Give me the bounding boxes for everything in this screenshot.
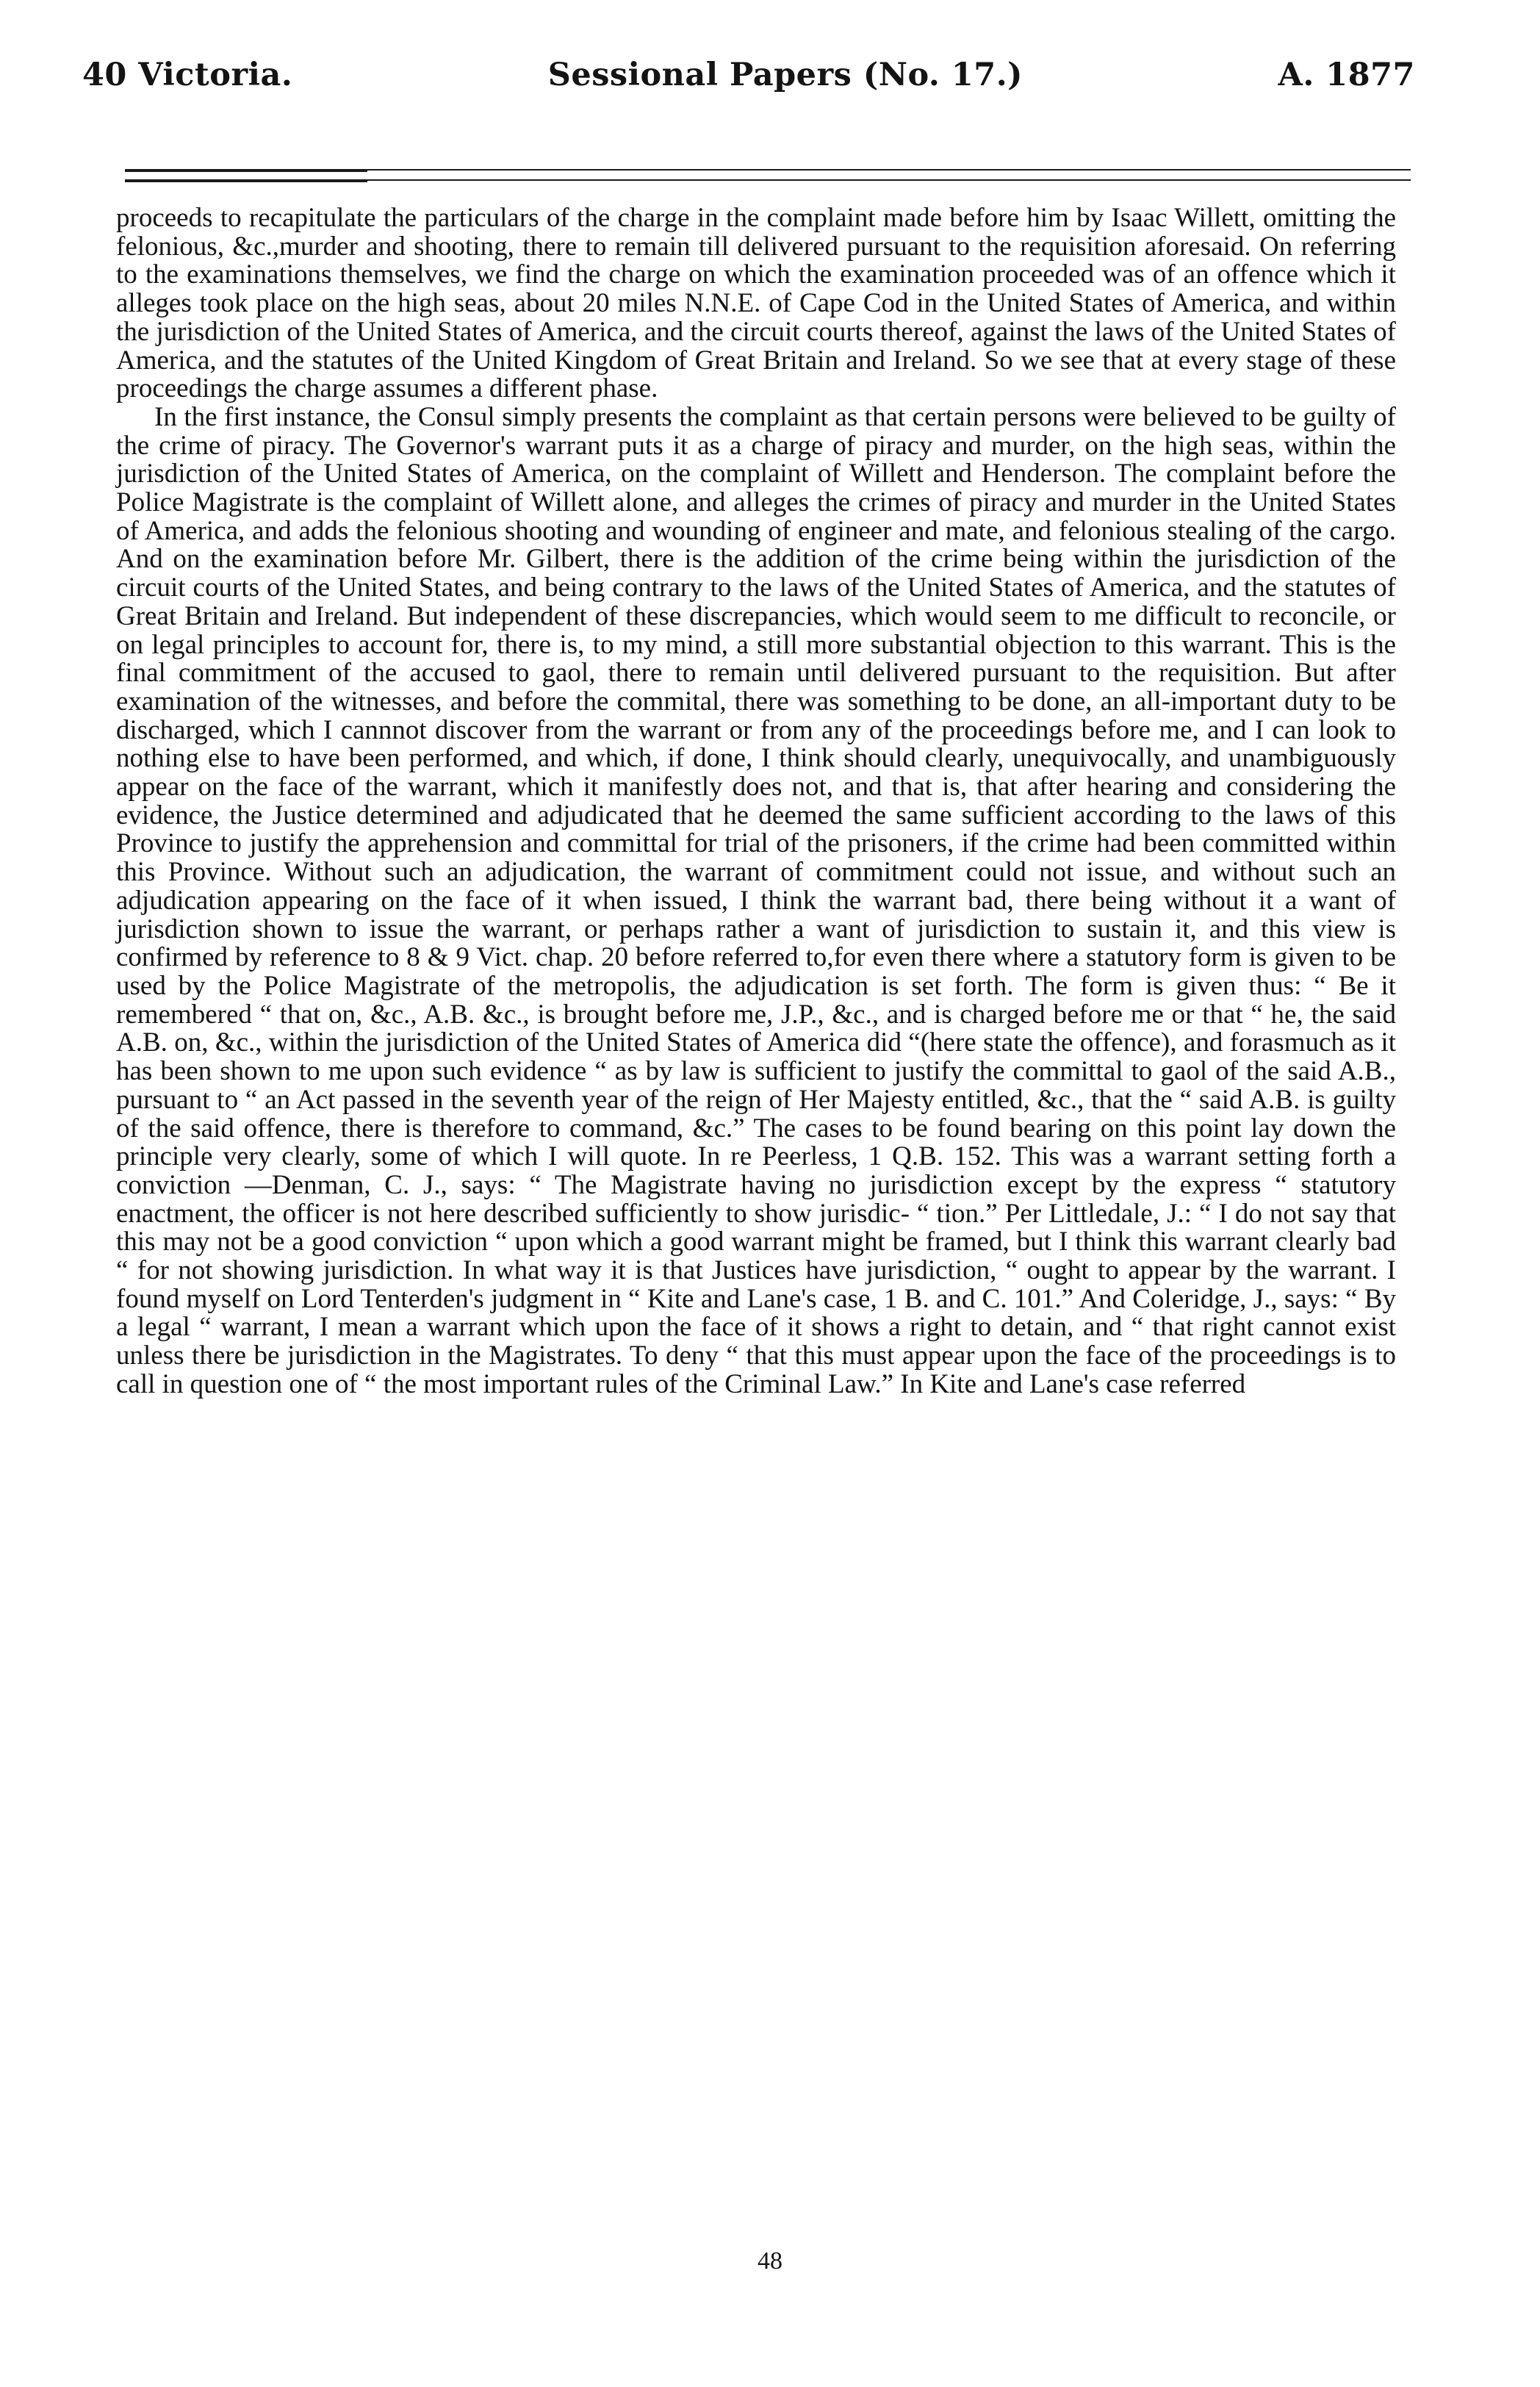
header-volume: 40 Victoria. [82,57,293,93]
header-rule-thin-top [367,169,1411,170]
body-text [116,204,1396,1399]
header-year: A. 1877 [1278,57,1415,93]
paragraph-1: proceeds to recapitulate the particulars of the charge in the complaint made before him by Isaac Willett, omitting the felonious, &c.,murder and shooting, there to remain till delivered pursuant to the requisition aforesaid. On referring to the examinations themselves, we find the charge on which the examination proceeded was of an offence which it alleges took place on the high seas, about 20 miles N.N.E. of Cape Cod in the United States of America, and within the jurisdiction of the United States of America, and the circuit courts thereof, against the laws of the United States of America, and the statutes of the United Kingdom of Great Britain and Ireland. So we see that at every stage of these proceedings the charge assumes a different phase. [116,203,1396,404]
paragraph-2: In the first instance, the Consul simply presents the complaint as that certain persons were believed to be guilty of the crime of piracy. The Governor's warrant puts it as a charge of piracy and murder, on the high seas, within the jurisdiction of the United States of America, on the complaint of Willett and Henderson. The complaint before the Police Magistrate is the complaint of Willett alone, and alleges the crimes of piracy and murder in the United States of America, and adds the felonious shooting and wounding of engineer and mate, and felonious stealing of the cargo. And on the examination before Mr. Gilbert, there is the addition of the crime being within the jurisdiction of the circuit courts of the United States, and being contrary to the laws of the United States of America, and the statutes of Great Britain and Ireland. But independent of these discrepancies, which would seem to me difficult to reconcile, or on legal principles to account for, there is, to my mind, a still more substantial objection to this warrant. This is the final commitment of the accused to gaol, there to remain until delivered pursuant to the requisition. But after examination of the witnesses, and before the commital, there was something to be done, an all-important duty to be discharged, which I cannnot discover from the warrant or from any of the proceedings before me, and I can look to nothing else to have been performed, and which, if done, I think should clearly, unequivocally, and unambiguously appear on the face of the warrant, which it manifestly does not, and that is, that after hearing and considering the evidence, the Justice determined and adjudicated that he deemed the same sufficient according to the laws of this Province to justify the apprehension and committal for trial of the prisoners, if the crime had been committed within this Province. Without such an adjudication, the warrant of commitment could not issue, and without such an adjudication appearing on the face of it when issued, I think the warrant bad, there being without it a want of jurisdiction shown to issue the warrant, or perhaps rather a want of jurisdiction to sustain it, and this view is confirmed by reference to 8 & 9 Vict. chap. 20 before referred to,for even there where a statutory form is given to be used by the Police Magistrate of the metropolis, the adjudication is set forth. The form is given thus: “ Be it remembered “ that on, &c., A.B. &c., is brought before me, J.P., &c., and is charged before me or that “ he, the said A.B. on, &c., within the jurisdiction of the United States of America did “(here state the offence), and forasmuch as it has been shown to me upon such evidence “ as by law is sufficient to justify the committal to gaol of the said A.B., pursuant to “ an Act passed in the seventh year of the reign of Her Majesty entitled, &c., that the “ said A.B. is guilty of the said offence, there is therefore to command, &c.” The cases to be found bearing on this point lay down the principle very clearly, some of which I will quote. In re Peerless, 1 Q.B. 152. This was a warrant setting forth a conviction —Denman, C. J., says: “ The Magistrate having no jurisdiction except by the express “ statutory enactment, the officer is not here described sufficiently to show jurisdic- “ tion.” Per Littledale, J.: “ I do not say that this may not be a good conviction “ upon which a good warrant might be framed, but I think this warrant clearly bad “ for not showing jurisdiction. In what way it is that Justices have jurisdiction, “ ought to appear by the warrant. I found myself on Lord Tenterden's judgment in “ Kite and Lane's case, 1 B. and C. 101.” And Coleridge, J., says: “ By a legal “ warrant, I mean a warrant which upon the face of it shows a right to detain, and “ that right cannot exist unless there be jurisdiction in the Magistrates. To deny “ that this must appear upon the face of the proceedings is to call in question one of “ the most important rules of the Criminal Law.” In Kite and Lane's case referred [116,401,1396,1399]
page-number: 48 [758,2247,782,2275]
header-rule-thin-bottom [367,179,1411,181]
header-rule-thick-top [125,169,367,172]
header-rule-thick-bottom [125,179,367,182]
running-header [82,46,1415,104]
header-title: Sessional Papers (No. 17.) [547,57,1023,93]
